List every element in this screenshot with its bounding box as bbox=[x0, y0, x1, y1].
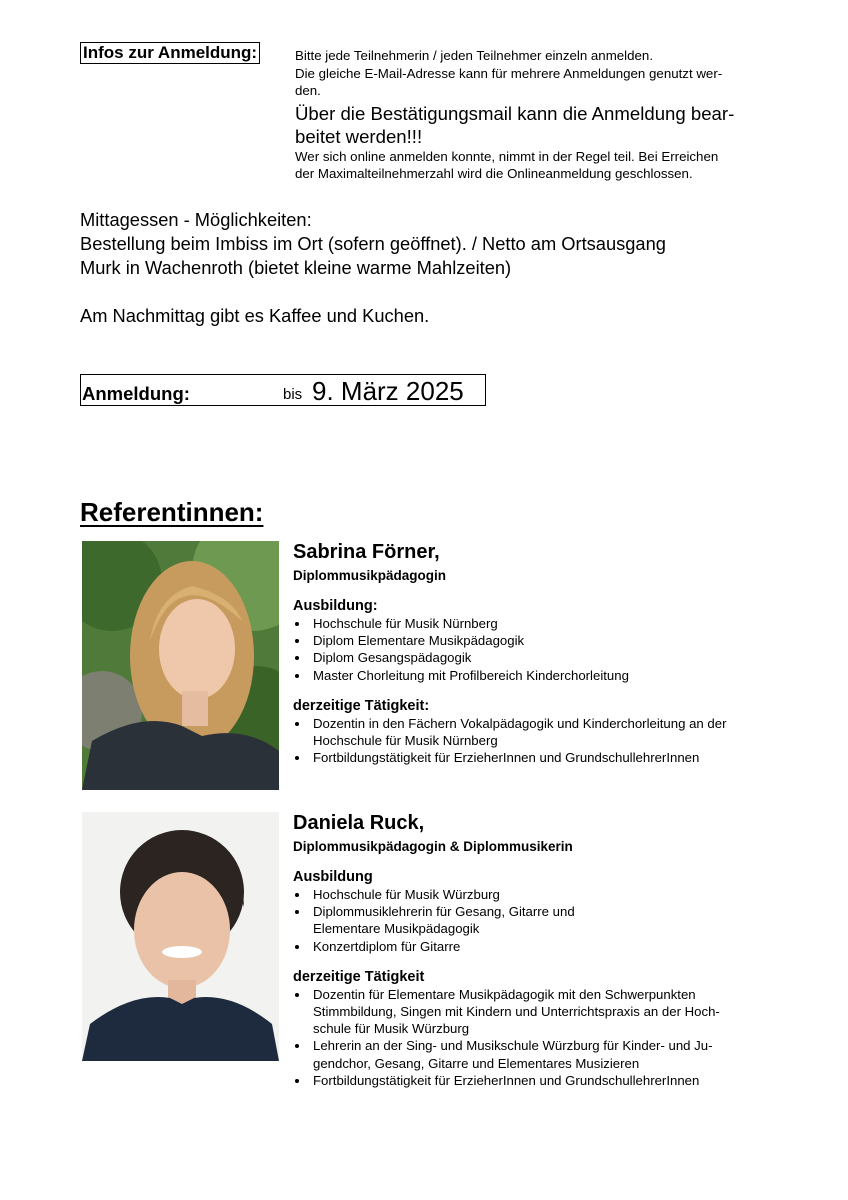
speaker-role: Diplommusikpädagogin & Diplommusikerin bbox=[293, 839, 573, 854]
list-line: Diplommusiklehrerin für Gesang, Gitarre und bbox=[313, 904, 575, 920]
lunch-line: Murk in Wachenroth (bietet kleine warme Mahlzeiten) bbox=[80, 257, 512, 278]
education-list bbox=[293, 615, 783, 684]
info-text bbox=[295, 47, 775, 183]
registration-date: 9. März 2025 bbox=[312, 376, 464, 406]
info-label: Infos zur Anmeldung: bbox=[80, 42, 260, 64]
activity-list bbox=[293, 715, 783, 767]
list-line: Dozentin für Elementare Musikpädagogik mit den Schwerpunkten bbox=[313, 986, 696, 1002]
list-item: Fortbildungstätigkeit für ErzieherInnen und GrundschullehrerInnen bbox=[293, 749, 783, 766]
list-item bbox=[293, 986, 783, 1038]
education-heading: Ausbildung bbox=[293, 869, 373, 885]
info-emphasis: beitet werden!!! bbox=[295, 125, 423, 147]
speaker-name: Sabrina Förner, bbox=[293, 541, 440, 563]
list-item: Hochschule für Musik Nürnberg bbox=[293, 615, 783, 632]
list-line: schule für Musik Würzburg bbox=[313, 1021, 470, 1037]
lunch-section bbox=[80, 208, 780, 328]
list-item bbox=[293, 1037, 783, 1071]
list-item: Fortbildungstätigkeit für ErzieherInnen und GrundschullehrerInnen bbox=[293, 1072, 783, 1089]
info-line: den. bbox=[295, 83, 321, 98]
list-item bbox=[293, 903, 783, 937]
info-emphasis: Über die Bestätigungsmail kann die Anmeldung bear- bbox=[295, 102, 735, 124]
afternoon-text: Am Nachmittag gibt es Kaffee und Kuchen. bbox=[80, 305, 430, 326]
lunch-heading: Mittagessen - Möglichkeiten: bbox=[80, 209, 312, 230]
speaker-card bbox=[293, 540, 783, 766]
registration-prefix: bis bbox=[283, 386, 303, 403]
list-line: Lehrerin an der Sing- und Musikschule Würzburg für Kinder- und Ju- bbox=[313, 1038, 713, 1054]
list-line: Hochschule für Musik Nürnberg bbox=[313, 733, 498, 749]
education-list bbox=[293, 886, 783, 955]
info-line: Bitte jede Teilnehmerin / jeden Teilnehmer einzeln anmelden. bbox=[295, 48, 654, 63]
speaker-photo-daniela bbox=[82, 812, 279, 1061]
speaker-role: Diplommusikpädagogin bbox=[293, 568, 447, 583]
speaker-photo-sabrina bbox=[82, 541, 279, 790]
list-item: Diplom Elementare Musikpädagogik bbox=[293, 632, 783, 649]
info-line: Wer sich online anmelden konnte, nimmt in der Regel teil. Bei Erreichen bbox=[295, 148, 719, 164]
activity-heading: derzeitige Tätigkeit bbox=[293, 968, 425, 985]
list-item: Konzertdiplom für Gitarre bbox=[293, 938, 783, 955]
registration-box bbox=[80, 374, 486, 406]
list-item bbox=[293, 715, 783, 749]
list-line: Stimmbildung, Singen mit Kindern und Unterrichtspraxis an der Hoch- bbox=[313, 1004, 720, 1020]
list-line: gendchor, Gesang, Gitarre und Elementares Musizieren bbox=[313, 1055, 640, 1071]
list-line: Elementare Musikpädagogik bbox=[313, 921, 480, 937]
info-line: Die gleiche E-Mail-Adresse kann für mehrere Anmeldungen genutzt wer- bbox=[295, 65, 723, 81]
activity-list bbox=[293, 986, 783, 1089]
list-item: Diplom Gesangspädagogik bbox=[293, 649, 783, 666]
lunch-line: Bestellung beim Imbiss im Ort (sofern geöffnet). / Netto am Ortsausgang bbox=[80, 233, 666, 254]
activity-heading: derzeitige Tätigkeit: bbox=[293, 697, 430, 714]
registration-label: Anmeldung: bbox=[82, 383, 190, 404]
speakers-title: Referentinnen: bbox=[80, 497, 264, 527]
speaker-name: Daniela Ruck, bbox=[293, 812, 425, 834]
education-heading: Ausbildung: bbox=[293, 598, 378, 614]
list-item: Master Chorleitung mit Profilbereich Kinderchorleitung bbox=[293, 667, 783, 684]
info-line: der Maximalteilnehmerzahl wird die Onlineanmeldung geschlossen. bbox=[295, 166, 693, 181]
speaker-card bbox=[293, 811, 783, 1089]
list-line: Dozentin in den Fächern Vokalpädagogik und Kinderchorleitung an der bbox=[313, 715, 727, 731]
list-item: Hochschule für Musik Würzburg bbox=[293, 886, 783, 903]
